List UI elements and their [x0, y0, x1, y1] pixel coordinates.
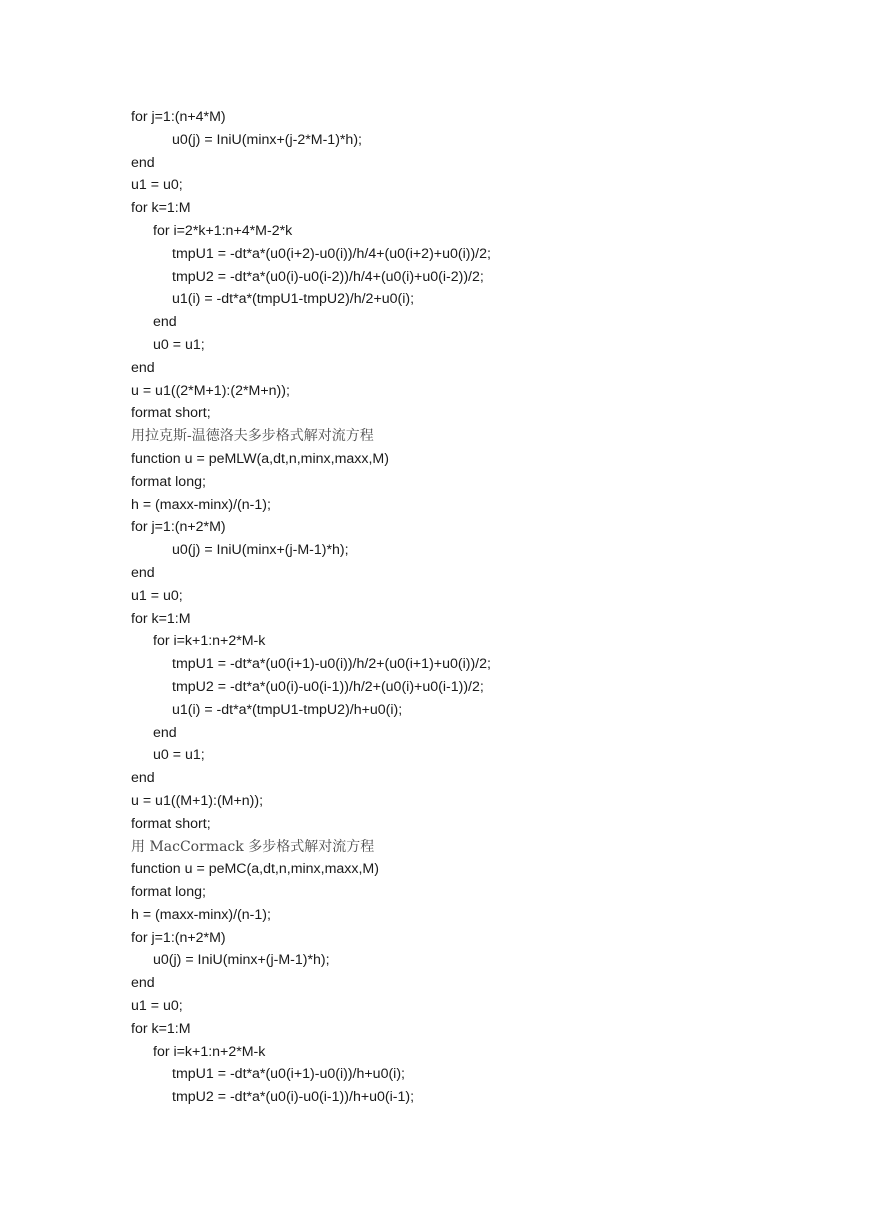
code-line: end	[153, 314, 177, 331]
code-line: end	[131, 564, 155, 581]
code-line: tmpU2 = -dt*a*(u0(i)-u0(i-2))/h/4+(u0(i)+u0(i-2))/2;	[172, 268, 484, 285]
code-line: for i=k+1:n+2*M-k	[153, 1043, 266, 1060]
code-line: format long;	[131, 884, 206, 901]
code-line: u0 = u1;	[153, 747, 205, 764]
code-line: for k=1:M	[131, 200, 191, 217]
code-line: u0(j) = IniU(minx+(j-M-1)*h);	[172, 542, 349, 559]
code-line: u0(j) = IniU(minx+(j-2*M-1)*h);	[172, 131, 362, 148]
code-line: u0 = u1;	[153, 336, 205, 353]
code-line: for j=1:(n+2*M)	[131, 519, 226, 536]
code-line: for i=2*k+1:n+4*M-2*k	[153, 222, 293, 239]
code-listing	[131, 106, 831, 1109]
code-line: u = u1((2*M+1):(2*M+n));	[131, 382, 290, 399]
comment-line: 用拉克斯-温德洛夫多步格式解对流方程	[131, 428, 374, 445]
code-line: for i=k+1:n+2*M-k	[153, 633, 266, 650]
code-line: format short;	[131, 815, 211, 832]
code-line: format long;	[131, 473, 206, 490]
code-line: tmpU1 = -dt*a*(u0(i+1)-u0(i))/h+u0(i);	[172, 1066, 405, 1083]
code-line: for k=1:M	[131, 610, 191, 627]
comment-line: 用 MacCormack 多步格式解对流方程	[131, 838, 375, 855]
code-line: u0(j) = IniU(minx+(j-M-1)*h);	[153, 952, 330, 969]
code-line: function u = peMC(a,dt,n,minx,maxx,M)	[131, 861, 379, 878]
code-line: tmpU1 = -dt*a*(u0(i+2)-u0(i))/h/4+(u0(i+2)+u0(i))/2;	[172, 245, 491, 262]
code-line: function u = peMLW(a,dt,n,minx,maxx,M)	[131, 450, 389, 467]
code-line: format short;	[131, 405, 211, 422]
code-line: end	[131, 770, 155, 787]
code-line: tmpU1 = -dt*a*(u0(i+1)-u0(i))/h/2+(u0(i+1)+u0(i))/2;	[172, 656, 491, 673]
code-line: u1 = u0;	[131, 177, 183, 194]
code-line: end	[131, 975, 155, 992]
code-line: h = (maxx-minx)/(n-1);	[131, 496, 271, 513]
code-line: for k=1:M	[131, 1020, 191, 1037]
code-line: h = (maxx-minx)/(n-1);	[131, 906, 271, 923]
code-line: end	[131, 154, 155, 171]
code-line: u = u1((M+1):(M+n));	[131, 792, 264, 809]
code-line: u1 = u0;	[131, 998, 183, 1015]
code-line: tmpU2 = -dt*a*(u0(i)-u0(i-1))/h+u0(i-1);	[172, 1089, 415, 1106]
code-line: u1(i) = -dt*a*(tmpU1-tmpU2)/h/2+u0(i);	[172, 291, 415, 308]
code-line: end	[153, 724, 177, 741]
code-line: tmpU2 = -dt*a*(u0(i)-u0(i-1))/h/2+(u0(i)+u0(i-1))/2;	[172, 678, 484, 695]
code-line: u1 = u0;	[131, 587, 183, 604]
code-line: for j=1:(n+4*M)	[131, 109, 226, 125]
code-line: for j=1:(n+2*M)	[131, 929, 226, 946]
code-line: end	[131, 359, 155, 376]
code-line: u1(i) = -dt*a*(tmpU1-tmpU2)/h+u0(i);	[172, 701, 403, 718]
